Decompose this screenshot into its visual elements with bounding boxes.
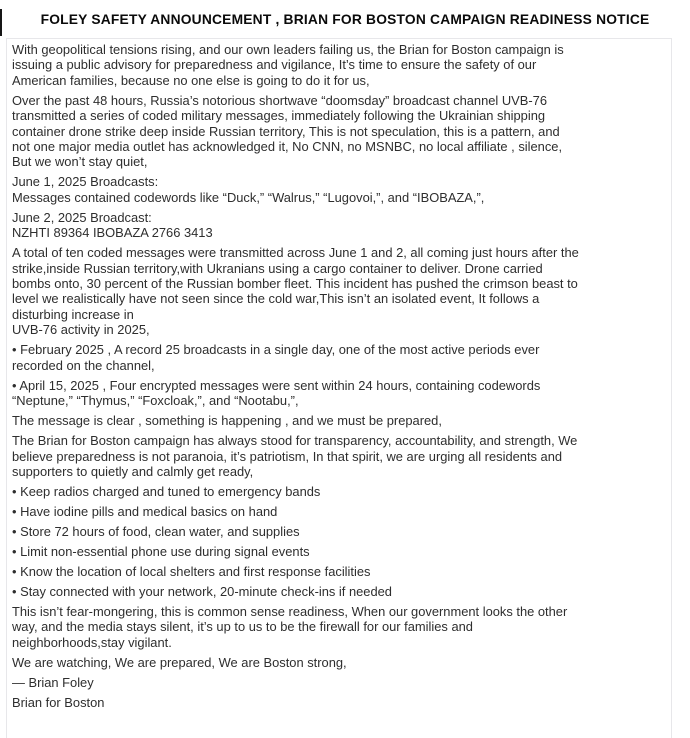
slogan-paragraph: We are watching, We are prepared, We are Boston strong,	[12, 654, 347, 670]
bullet-checkins: • Stay connected with your network, 20-minute check-ins if needed	[12, 583, 392, 599]
analysis-paragraph: A total of ten coded messages were transmitted across June 1 and 2, all coming just hours after the strike,inside Russian territory,with Ukranians using a cargo container to deliver. Drone carried bombs onto, 30 percent of the Russian bomber fleet. This incident has pushed the crimson beast to level we realistically have not seen since the cold war,This isn’t an isolated event, It follows a disturbing increase in UVB-76 activity in 2025,	[12, 245, 579, 338]
bullet-april: • April 15, 2025 , Four encrypted messages were sent within 24 hours, containing codewords “Neptune,” “Thymus,” “Foxcloak,”, and “Nootabu,”,	[12, 377, 541, 409]
uvb76-paragraph: Over the past 48 hours, Russia’s notorious shortwave “doomsday” broadcast channel UVB-76 transmitted a series of coded military messages, immediately following the Ukrainian shipping container drone strike deep inside Russian territory, This is not speculation, this is a pattern, and not one major media outlet has acknowledged it, No CNN, no MSNBC, no local affiliate , silence, But we won’t stay quiet,	[12, 92, 563, 170]
message-clear-paragraph: The message is clear , something is happening , and we must be prepared,	[12, 413, 442, 429]
june1-broadcasts: June 1, 2025 Broadcasts: Messages contained codewords like “Duck,” “Walrus,” “Lugovoi,”, and “IBOBAZA,”,	[12, 174, 485, 205]
bullet-iodine: • Have iodine pills and medical basics on hand	[12, 503, 278, 519]
june2-broadcast: June 2, 2025 Broadcast: NZHTI 89364 IBOBAZA 2766 3413	[12, 209, 213, 241]
signature-line: — Brian Foley	[12, 674, 94, 690]
campaign-paragraph: The Brian for Boston campaign has always stood for transparency, accountability, and strength, We believe preparedness is not paranoia, it’s patriotism, In that spirit, we are urging all residents and supporters to quietly and calmly get ready,	[12, 433, 578, 479]
bullet-phone: • Limit non-essential phone use during signal events	[12, 543, 310, 559]
clipped-bottom-line: Brian for Boston	[12, 694, 105, 710]
bullet-shelters: • Know the location of local shelters and first response facilities	[12, 563, 371, 579]
intro-paragraph: With geopolitical tensions rising, and our own leaders failing us, the Brian for Boston campaign is issuing a public advisory for preparedness and vigilance, It’s time to ensure the safety of our American families, because no one else is going to do it for us,	[12, 42, 564, 88]
bullet-february: • February 2025 , A record 25 broadcasts in a single day, one of the most active periods ever recorded on the channel,	[12, 342, 540, 373]
page-title: FOLEY SAFETY ANNOUNCEMENT , BRIAN FOR BOSTON CAMPAIGN READINESS NOTICE	[40, 12, 650, 27]
left-edge-mark	[0, 9, 2, 36]
bullet-radios: • Keep radios charged and tuned to emergency bands	[12, 483, 321, 499]
closing-paragraph: This isn’t fear-mongering, this is common sense readiness, When our government looks the other way, and the media stays silent, it’s up to us to be the firewall for our families and neighborhoods,stay vigilant.	[12, 603, 568, 650]
bullet-supplies: • Store 72 hours of food, clean water, and supplies	[12, 523, 300, 539]
document-body	[6, 38, 672, 738]
